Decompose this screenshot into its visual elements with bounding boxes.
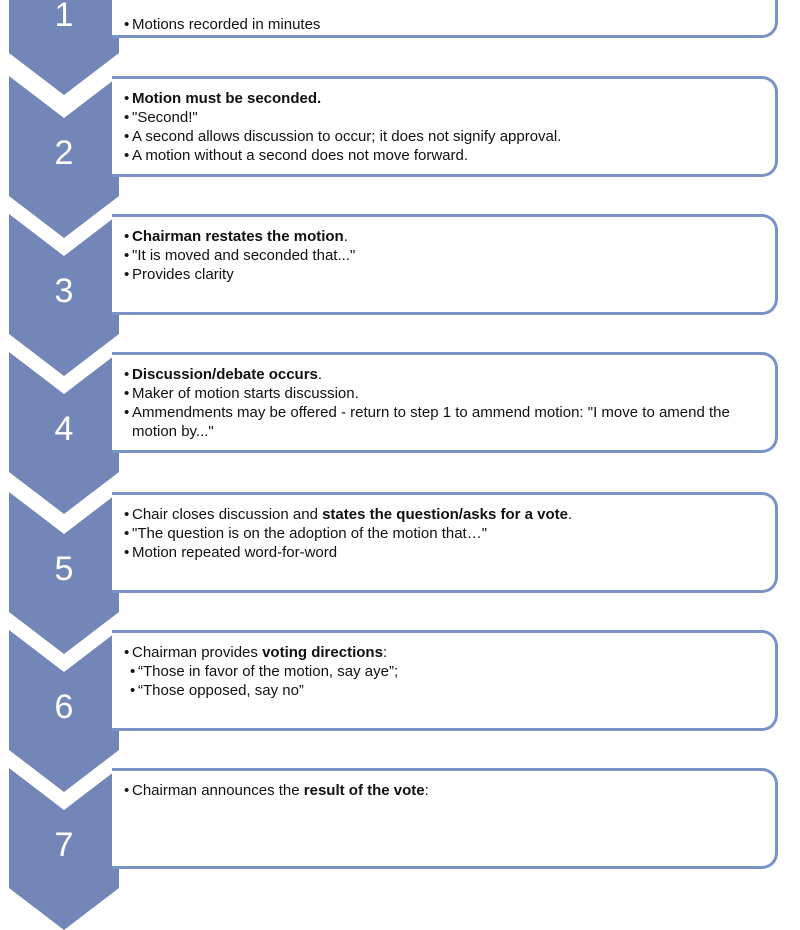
bullet-text: Chairman provides bbox=[132, 644, 263, 661]
step-5-box bbox=[112, 492, 778, 593]
step-6-number: 6 bbox=[54, 688, 74, 726]
step-1-bullet-1 bbox=[124, 15, 775, 34]
step-4-bullet-1 bbox=[124, 365, 775, 384]
bullet-text: Provides clarity bbox=[132, 266, 234, 283]
step-7-box bbox=[112, 768, 778, 869]
step-1-number: 1 bbox=[54, 0, 74, 34]
bullet-text: voting directions bbox=[262, 644, 383, 661]
bullet-text: states the question/asks for a vote bbox=[322, 506, 569, 523]
bullet-text: Chairman restates the motion bbox=[132, 228, 344, 245]
step-2-box bbox=[112, 76, 778, 177]
bullet-dot-icon: • bbox=[124, 128, 130, 145]
bullet-text: "Second!" bbox=[132, 109, 198, 126]
bullet-dot-icon: • bbox=[124, 90, 130, 107]
bullet-dot-icon: • bbox=[124, 544, 130, 561]
step-3-bullet-2 bbox=[124, 246, 775, 265]
bullet-text: Chairman announces the bbox=[132, 782, 304, 799]
bullet-text: Ammendments may be offered - return to step 1 to ammend motion: "I move to amend the motion by..." bbox=[132, 404, 730, 440]
step-6-bullet-2 bbox=[124, 662, 775, 681]
step-7-bullet-1 bbox=[124, 781, 775, 800]
bullet-text: Motion repeated word-for-word bbox=[132, 544, 338, 561]
step-5-bullet-1 bbox=[124, 505, 775, 524]
bullet-dot-icon: • bbox=[124, 366, 130, 383]
step-5-bullet-3 bbox=[124, 543, 775, 562]
bullet-dot-icon: • bbox=[124, 525, 130, 542]
step-4-bullet-3 bbox=[124, 403, 775, 441]
step-4-box bbox=[112, 352, 778, 453]
bullet-dot-icon: • bbox=[124, 782, 130, 799]
bullet-text: . bbox=[317, 366, 323, 383]
step-2-number: 2 bbox=[54, 134, 74, 172]
bullet-text: Discussion/debate occurs bbox=[132, 366, 318, 383]
bullet-dot-icon: • bbox=[124, 228, 130, 245]
step-7-number: 7 bbox=[54, 826, 74, 864]
bullet-text: : bbox=[382, 644, 388, 661]
step-2-bullet-1 bbox=[124, 89, 775, 108]
step-3-number: 3 bbox=[54, 272, 74, 310]
bullet-text: “Those in favor of the motion, say aye”; bbox=[138, 663, 399, 680]
bullet-dot-icon: • bbox=[124, 16, 130, 33]
bullet-dot-icon: • bbox=[124, 147, 130, 164]
bullet-dot-icon: • bbox=[124, 266, 130, 283]
step-6-bullet-3 bbox=[124, 681, 775, 700]
step-2-bullet-2 bbox=[124, 108, 775, 127]
bullet-text: Maker of motion starts discussion. bbox=[132, 385, 359, 402]
step-4-number: 4 bbox=[54, 410, 74, 448]
step-4-bullet-2 bbox=[124, 384, 775, 403]
step-3-bullet-1 bbox=[124, 227, 775, 246]
step-3-bullet-3 bbox=[124, 265, 775, 284]
bullet-dot-icon: • bbox=[124, 247, 130, 264]
bullet-dot-icon: • bbox=[130, 682, 136, 699]
step-5-bullet-2 bbox=[124, 524, 775, 543]
step-2-bullet-4 bbox=[124, 146, 775, 165]
bullet-text: Chair closes discussion and bbox=[132, 506, 323, 523]
step-5-number: 5 bbox=[54, 550, 74, 588]
bullet-dot-icon: • bbox=[130, 663, 136, 680]
bullet-text: A second allows discussion to occur; it does not signify approval. bbox=[132, 128, 562, 145]
bullet-text: A motion without a second does not move forward. bbox=[132, 147, 469, 164]
step-6-box bbox=[112, 630, 778, 731]
bullet-text: "It is moved and seconded that..." bbox=[132, 247, 356, 264]
bullet-dot-icon: • bbox=[124, 385, 130, 402]
step-6-bullet-1 bbox=[124, 643, 775, 662]
bullet-text: result of the vote bbox=[303, 782, 425, 799]
bullet-text: Motion must be seconded. bbox=[132, 90, 322, 107]
bullet-dot-icon: • bbox=[124, 404, 130, 421]
bullet-dot-icon: • bbox=[124, 644, 130, 661]
bullet-dot-icon: • bbox=[124, 506, 130, 523]
bullet-text: Motions recorded in minutes bbox=[132, 16, 321, 33]
step-3-box bbox=[112, 214, 778, 315]
bullet-text: . bbox=[343, 228, 348, 245]
bullet-text: . bbox=[568, 506, 573, 523]
bullet-text: : bbox=[424, 782, 429, 799]
step-2-bullet-3 bbox=[124, 127, 775, 146]
bullet-text: “Those opposed, say no” bbox=[138, 682, 304, 699]
bullet-text: "The question is on the adoption of the motion that…" bbox=[132, 525, 488, 542]
bullet-dot-icon: • bbox=[124, 109, 130, 126]
step-1-box bbox=[112, 0, 778, 38]
